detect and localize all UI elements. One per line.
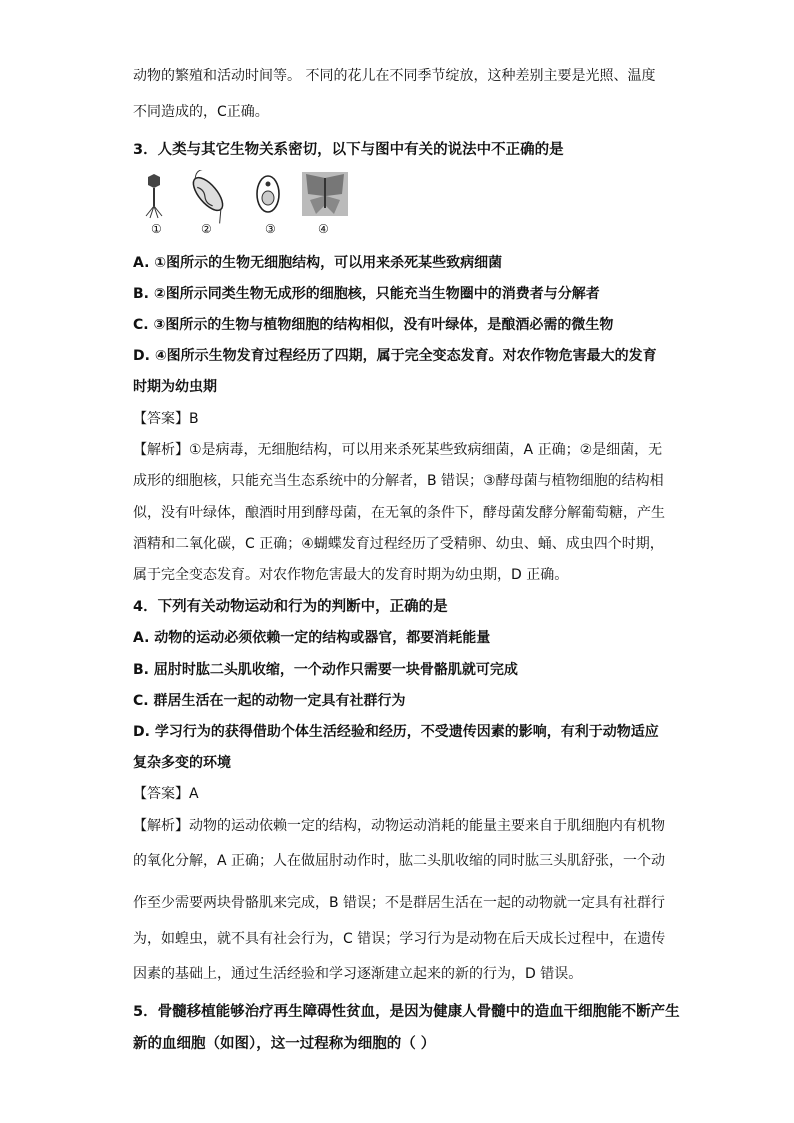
q3-option-a: A. ①图所示的生物无细胞结构，可以用来杀死某些致病细菌 (133, 255, 503, 271)
bacterium-icon (185, 170, 236, 223)
question-5-stem-cont: 新的血细胞（如图），这一过程称为细胞的（ ） (133, 1036, 436, 1052)
q3-answer: 【答案】B (133, 411, 199, 427)
figure-label-4: ④ (318, 222, 329, 236)
text-line: 动物的繁殖和活动时间等。 不同的花儿在不同季节绽放，这种差别主要是光照、温度 (133, 68, 656, 84)
butterfly-icon (302, 172, 348, 216)
q3-option-b: B. ②图所示同类生物无成形的细胞核，只能充当生物圈中的消费者与分解者 (133, 286, 600, 302)
q4-option-a: A. 动物的运动必须依赖一定的结构或器官，都要消耗能量 (133, 630, 491, 646)
q3-analysis-line: 【解析】①是病毒，无细胞结构，可以用来杀死某些致病细菌，A 正确；②是细菌，无 (133, 442, 663, 458)
text-line: 不同造成的，C正确。 (133, 104, 269, 120)
q3-option-c: C. ③图所示的生物与植物细胞的结构相似，没有叶绿体，是酿酒必需的微生物 (133, 317, 614, 333)
q4-answer: 【答案】A (133, 786, 199, 802)
q4-option-d: D. 学习行为的获得借助个体生活经验和经历，不受遗传因素的影响，有利于动物适应 (133, 724, 659, 740)
q4-analysis-line: 的氧化分解，A 正确；人在做屈肘动作时，肱二头肌收缩的同时肱三头肌舒张，一个动 (133, 853, 666, 869)
yeast-icon (257, 176, 279, 212)
q3-option-d: D. ④图所示生物发育过程经历了四期，属于完全变态发育。对农作物危害最大的发育 (133, 348, 657, 364)
q3-analysis-line: 成形的细胞核，只能充当生态系统中的分解者，B 错误；③酵母菌与植物细胞的结构相 (133, 473, 664, 489)
q3-analysis-line: 酒精和二氧化碳，C 正确；④蝴蝶发育过程经历了受精卵、幼虫、蛹、成虫四个时期， (133, 536, 664, 552)
question-3-stem: 3．人类与其它生物关系密切，以下与图中有关的说法中不正确的是 (133, 142, 564, 158)
q3-analysis-line: 似，没有叶绿体，酿酒时用到酵母菌，在无氧的条件下，酵母菌发酵分解葡萄糖，产生 (133, 505, 665, 521)
q4-analysis-line: 因素的基础上，通过生活经验和学习逐渐建立起来的新的行为，D 错误。 (133, 966, 583, 982)
figure-label-3: ③ (265, 222, 276, 236)
q4-analysis-line: 【解析】动物的运动依赖一定的结构，动物运动消耗的能量主要来自于肌细胞内有机物 (133, 818, 665, 834)
q4-option-c: C. 群居生活在一起的动物一定具有社群行为 (133, 693, 406, 709)
q3-option-d-cont: 时期为幼虫期 (133, 379, 217, 395)
figure-label-1: ① (151, 222, 162, 236)
q3-analysis-line: 属于完全变态发育。对农作物危害最大的发育时期为幼虫期，D 正确。 (133, 567, 569, 583)
q4-analysis-line: 作至少需要两块骨骼肌来完成，B 错误；不是群居生活在一起的动物就一定具有社群行 (133, 895, 666, 911)
question-4-stem: 4．下列有关动物运动和行为的判断中，正确的是 (133, 599, 448, 615)
q4-option-d-cont: 复杂多变的环境 (133, 755, 231, 771)
q4-option-b: B. 屈肘时肱二头肌收缩，一个动作只需要一块骨骼肌就可完成 (133, 662, 518, 678)
figure-label-2: ② (201, 222, 212, 236)
q4-analysis-line: 为，如蝗虫，就不具有社会行为，C 错误；学习行为是动物在后天成长过程中，在遗传 (133, 931, 666, 947)
virus-icon (146, 174, 162, 218)
question-5-stem: 5．骨髓移植能够治疗再生障碍性贫血，是因为健康人骨髓中的造血干细胞能不断产生 (133, 1004, 680, 1020)
